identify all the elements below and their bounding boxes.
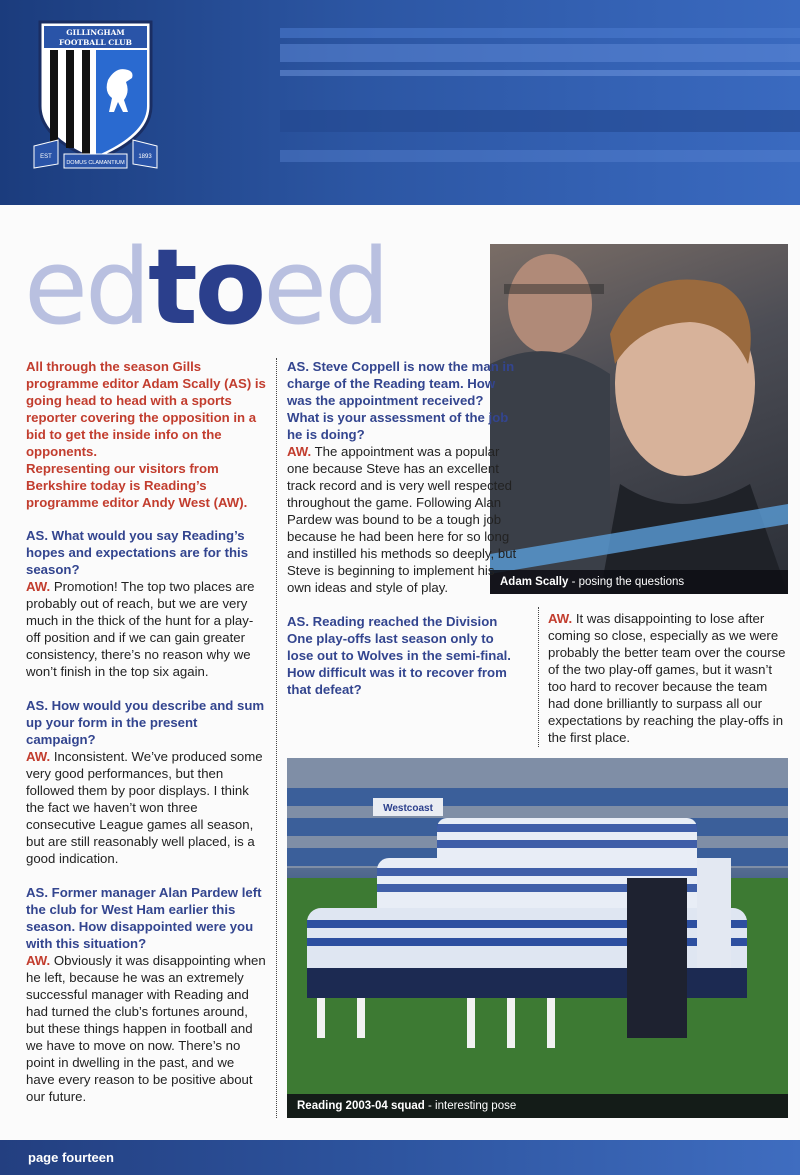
photo-adam-scally [490, 244, 788, 594]
squad-photo-illustration [287, 758, 788, 1118]
answer-text [26, 748, 266, 867]
column-3 [548, 610, 788, 746]
question-text: AS. Steve Coppell is now the man in charge of the Reading team. How was the appointment received? What is your assessment of the job he is doing? [287, 359, 515, 442]
column-divider [538, 607, 539, 747]
aw-label: AW. [26, 953, 51, 968]
qa-block-4 [287, 358, 519, 596]
gillingham-crest-logo [28, 18, 163, 178]
header-stripe [280, 150, 800, 162]
qa-block-2 [26, 697, 266, 867]
caption-text: - interesting pose [424, 1100, 517, 1112]
title-part-ed-2: ed [263, 226, 388, 348]
header-stripe [280, 110, 800, 132]
qa-block-1 [26, 527, 266, 680]
aw-label: AW. [26, 749, 51, 764]
answer-body: Obviously it was disappointing when he left, because he was an extremely successful manager with Reading and had turned the club’s fortunes around, but these things happen in football and we have to move on now. There’s no point in dwelling in the past, and we have every reason to be positive about our future. [26, 953, 266, 1104]
svg-text:FOOTBALL CLUB: FOOTBALL CLUB [58, 38, 133, 47]
photo-reading-squad [287, 758, 788, 1118]
photo-caption [287, 1094, 788, 1118]
header-band [0, 0, 800, 205]
answer-body: Promotion! The top two places are probably out of reach, but we are very much in the thick of the hunt for a play-off position and if we can gain greater consistency, there’s no reason why we won’t finish in the top six again. [26, 579, 255, 679]
question-text: AS. How would you describe and sum up your form in the present campaign? [26, 698, 265, 747]
photo-caption [490, 570, 788, 594]
answer-text [26, 578, 266, 680]
svg-text:DOMUS CLAMANTIUM: DOMUS CLAMANTIUM [66, 160, 125, 166]
qa-block-3 [26, 884, 266, 1105]
intro-paragraph-2: Representing our visitors from Berkshire today is Reading’s programme editor Andy West (AW). [26, 461, 248, 510]
aw-label: AW. [548, 611, 573, 626]
svg-text:GILLINGHAM: GILLINGHAM [66, 28, 125, 37]
answer-body: It was disappointing to lose after coming so close, especially as we were probably the better team over the course of the two play-off games, but it wasn’t too hard to recover because the team had done brilliantly to surpass all our expectations by reaching the play-offs in the first place. [548, 611, 786, 745]
answer-text [548, 610, 788, 746]
question-text: AS. Former manager Alan Pardew left the club for West Ham earlier this season. How disappointed were you with this situation? [26, 885, 262, 951]
title-part-to: to [148, 226, 264, 348]
caption-name: Adam Scally [500, 576, 569, 588]
caption-name: Reading 2003-04 squad [297, 1100, 425, 1112]
caption-text: - posing the questions [568, 576, 685, 588]
answer-text [287, 443, 519, 596]
answer-body: Inconsistent. We’ve produced some very good performances, but then followed them by poor displays. I think the fact we haven’t won three consecutive League games all season, but are still reasonably well placed, is a good indication. [26, 749, 263, 866]
qa-block-5-question [287, 613, 519, 698]
footer-band [0, 1140, 800, 1175]
aw-label: AW. [26, 579, 51, 594]
portrait-illustration [490, 244, 788, 594]
svg-text:1893: 1893 [138, 154, 152, 160]
header-stripe [280, 44, 800, 62]
question-text: AS. What would you say Reading’s hopes and expectations are for this season? [26, 528, 249, 577]
answer-text [26, 952, 266, 1105]
svg-text:EST: EST [40, 154, 52, 160]
question-text: AS. Reading reached the Division One play-offs last season only to lose out to Wolves in the semi-final. How difficult was it to recover from that defeat? [287, 614, 511, 697]
aw-label: AW. [287, 444, 312, 459]
page-title [24, 226, 388, 348]
column-1 [26, 358, 266, 1105]
stadium-hoarding-text: Westcoast [383, 803, 433, 814]
intro-paragraph-1: All through the season Gills programme editor Adam Scally (AS) is going head to head with a sports reporter covering the opposition in a bid to get the inside info on the opponents. [26, 359, 266, 459]
column-2 [287, 358, 519, 698]
header-stripe [280, 28, 800, 38]
header-stripe [280, 70, 800, 76]
answer-body: The appointment was a popular one because Steve has an excellent track record and is very well respected throughout the game. Following Alan Pardew was bound to be a tough job because he had been here for so long and instilled his methods so deeply, but Steve is beginning to implement his own ideas and style of play. [287, 444, 517, 595]
page-number-label: page fourteen [28, 1150, 114, 1165]
column-divider [276, 358, 277, 1118]
title-part-ed: ed [24, 226, 148, 348]
